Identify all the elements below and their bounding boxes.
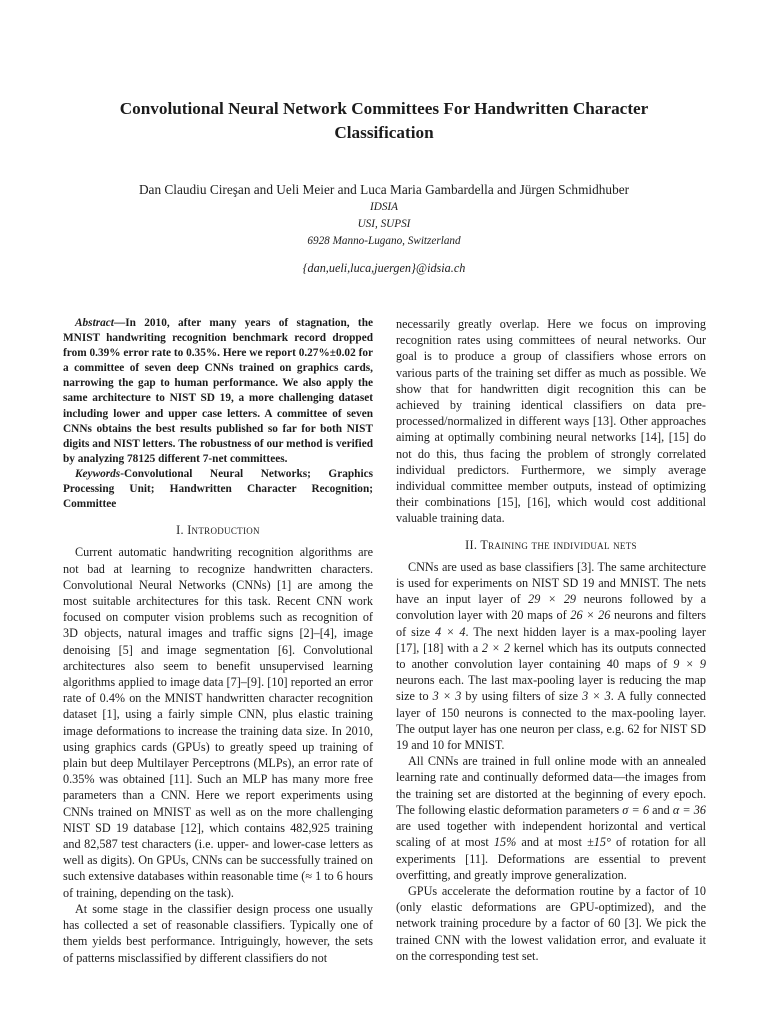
affiliation-address: 6928 Manno-Lugano, Switzerland: [307, 235, 461, 247]
keywords: [63, 467, 373, 512]
math-map-size-2: 9 × 9: [673, 657, 706, 672]
math-rotation: ±15°: [587, 835, 611, 850]
training-paragraph-2: All CNNs are trained in full online mode with an annealed learning rate and continually deformed data—the images from the training set are distorted at the beginning of every epoch. The following elastic deformation parameters σ = 6 and α = 36 are used together with independent horizontal and vertical scaling of at most 15% and at most ±15° of rotation for all experiments [11]. Deformations are essential to prevent overfitting, and greatly improve generalization.: [396, 754, 706, 882]
section-heading-training: II. Training the individual nets: [465, 537, 637, 552]
math-map-size-3: 3 × 3: [432, 689, 462, 704]
training-paragraph-3: GPUs accelerate the deformation routine by a factor of 10 (only elastic deformations are GPU-optimized), and the network training procedure by a factor of 60 [3]. We pick the trained CNN with the lowest validation error, and evaluate it on the corresponding test set.: [396, 883, 706, 963]
title-line-2: Classification: [334, 123, 434, 142]
keywords-text: -Convolutional Neural Networks; Graphics Processing Unit; Handwritten Character Recognition; Committee: [63, 467, 373, 511]
author-list: Dan Claudiu Cireşan and Ueli Meier and Luca Maria Gambardella and Jürgen Schmidhuber: [138, 182, 630, 197]
affiliation-institute: IDSIA: [370, 201, 398, 213]
math-filter-size-2: 3 × 3: [582, 689, 611, 704]
math-input-size: 29 × 29: [528, 592, 577, 607]
affiliation-university: USI, SUPSI: [357, 218, 411, 230]
math-filter-size: 4 × 4: [435, 624, 466, 639]
math-alpha: α = 36: [672, 802, 706, 817]
abstract-label: Abstract: [75, 317, 114, 329]
intro-paragraph-3: necessarily greatly overlap. Here we focus on improving recognition rates using committees of neural networks. Our goal is to produce a group of classifiers whose errors on various parts of the training set differ as much as possible. We show that for handwritten digit recognition this can be achieved by training identical classifiers on data pre-processed/normalized in different ways [13]. Other approaches aiming at optimally combining neural networks [14], [15] do not do this, thus facing the problem of strongly correlated individual predictors. Furthermore, we simply average individual committee member outputs, instead of optimizing their combinations [15], [16], which would cost additional valuable training data.: [396, 317, 706, 526]
paper-title: [60, 97, 708, 145]
author-email: {dan,ueli,luca,juergen}@idsia.ch: [302, 261, 466, 275]
intro-paragraph-1: Current automatic handwriting recognition algorithms are not bad at learning to recognize handwritten characters. Convolutional Neural Networks (CNNs) [1] are among the most suitable architectures for this task. Recent CNN work focused on computer vision problems such as recognition of 3D objects, natural images and traffic signs [2]–[4], image denoising [5] and image segmentation [6]. Convolutional architectures also seem to benefit unsupervised learning algorithms applied to image data [7]–[9]. [10] reported an error rate of 0.4% on the MNIST handwritten character recognition dataset [1], using a fairly simple CNN, plus elastic training image deformations to increase the training data size. In 2010, using graphics cards (GPUs) to greatly speed up training of plain but deep Multilayer Perceptrons (MLPs), an error rate of 0.35% was obtained [11]. Such an MLP has many more free parameters than a CNN. Here we report experiments using CNNs trained on MNIST as well as on the more challenging NIST SD 19 database [12], which contains 482,925 training and 82,587 test characters (i.e. upper- and lower-case letters as well as digits). On GPUs, CNNs can be successfully trained on such extensive databases within reasonable time (≈ 1 to 6 hours of training, depending on the task).: [63, 545, 373, 900]
math-scaling: 15%: [493, 835, 517, 850]
left-column: [63, 316, 373, 966]
keywords-label: Keywords: [75, 467, 121, 480]
intro-paragraph-2: At some stage in the classifier design process one usually has collected a set of reasonable classifiers. Typically one of them yields best performance. Intriguingly, however, the sets of patterns misclassified by different classifiers do not: [63, 901, 373, 965]
math-sigma: σ = 6: [622, 802, 649, 817]
math-kernel-size: 2 × 2: [481, 640, 510, 655]
right-column: [396, 316, 706, 964]
math-conv-map-size: 26 × 26: [570, 608, 611, 623]
author-block: [40, 180, 728, 250]
abstract: [63, 316, 373, 467]
section-heading-introduction: I. Introduction: [176, 523, 260, 538]
training-paragraph-1: CNNs are used as base classifiers [3]. The same architecture is used for experiments on NIST SD 19 and MNIST. The nets have an input layer of 29 × 29 neurons followed by a convolution layer with 20 maps of 26 × 26 neurons and filters of size 4 × 4. The next hidden layer is a max-pooling layer [17], [18] with a 2 × 2 kernel which has its outputs connected to another convolution layer containing 40 maps of 9 × 9 neurons each. The last max-pooling layer is reducing the map size to 3 × 3 by using filters of size 3 × 3. A fully connected layer of 150 neurons is connected to the max-pooling layer. The output layer has one neuron per class, e.g. 62 for NIST SD 19 and 10 for MNIST.: [396, 559, 706, 753]
abstract-text: —In 2010, after many years of stagnation, the MNIST handwriting recognition benchmark record dropped from 0.39% error rate to 0.35%. Here we report 0.27%±0.02 for a committee of seven deep CNNs trained on graphics cards, narrowing the gap to human performance. We also apply the same architecture to NIST SD 19, a more challenging dataset including lower and upper case letters. A committee of seven CNNs obtains the best results published so far for both NIST digits and NIST letters. The robustness of our method is verified by analyzing 78125 different 7-net committees.: [63, 317, 373, 465]
title-line-1: Convolutional Neural Network Committees For Handwritten Character: [119, 99, 649, 118]
